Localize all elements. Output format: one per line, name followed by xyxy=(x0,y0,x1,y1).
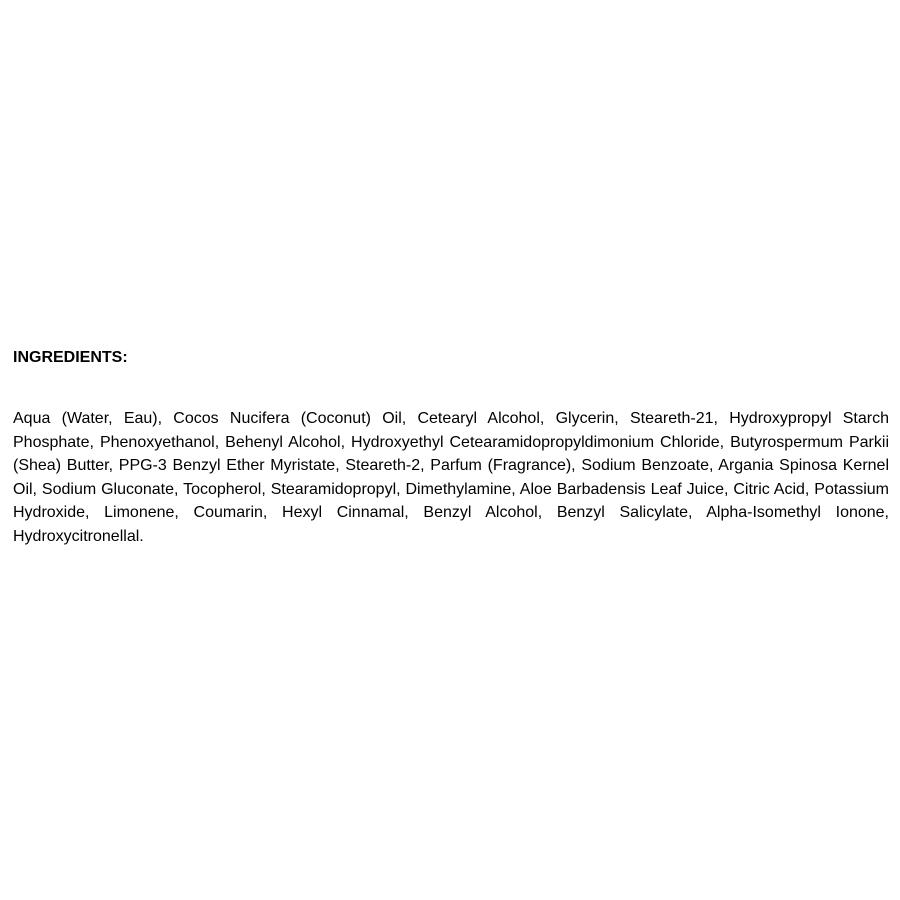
ingredients-section xyxy=(13,347,889,549)
ingredients-heading: INGREDIENTS: xyxy=(13,349,128,366)
ingredients-list: Aqua (Water, Eau), Cocos Nucifera (Coconut) Oil, Cetearyl Alcohol, Glycerin, Steareth-21, Hydroxypropyl Starch Phosphate, Phenoxyethanol, Behenyl Alcohol, Hydroxyethyl Cetearamidopropyldimonium Chloride, Butyrospermum Parkii (Shea) Butter, PPG-3 Benzyl Ether Myristate, Steareth-2, Parfum (Fragrance), Sodium Benzoate, Argania Spinosa Kernel Oil, Sodium Gluconate, Tocopherol, Stearamidopropyl, Dimethylamine, Aloe Barbadensis Leaf Juice, Citric Acid, Potassium Hydroxide, Limonene, Coumarin, Hexyl Cinnamal, Benzyl Alcohol, Benzyl Salicylate, Alpha-Isomethyl Ionone, Hydroxycitronellal. xyxy=(13,410,889,545)
